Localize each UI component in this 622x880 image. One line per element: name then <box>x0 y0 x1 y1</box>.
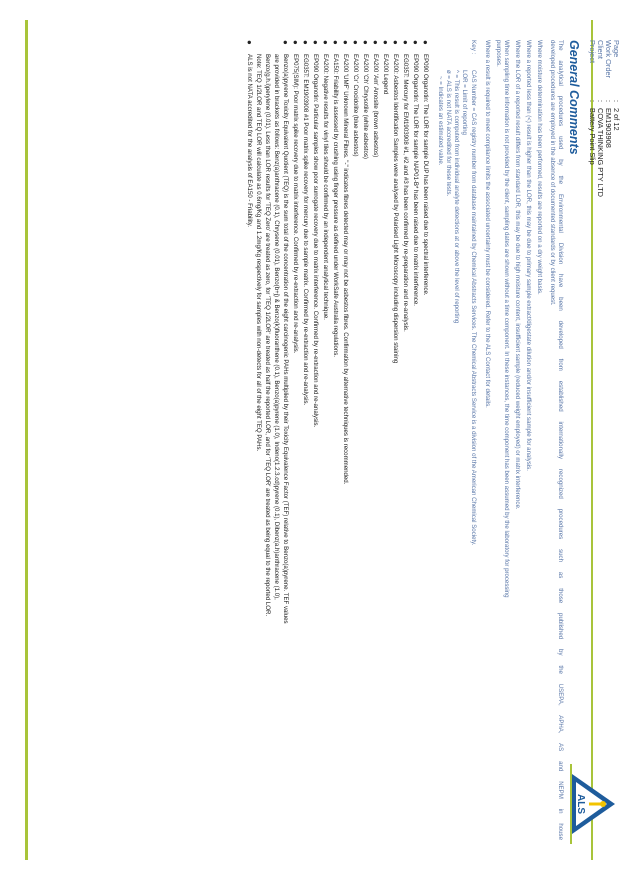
bullet-text: EA200 'Cr' Crocidolite (blue asbestos) <box>352 54 359 157</box>
bottom-rule <box>26 20 29 860</box>
key-item: ø = ALS is not NATA accredited for these tests. <box>445 70 452 197</box>
als-logo <box>566 744 616 864</box>
bullet-text: EA150: Friability is assessed by crushing using finger pressure as defined under WorkSafe Australia regulations. <box>332 54 339 358</box>
paragraph-line: developed procedures are employed in the absence of documented standards or by client request. <box>549 40 556 306</box>
bullet-text: EP075(SIM): Poor matrix spike recovery due to matrix interference. Confirmed by re-extraction and re-analysis. <box>292 54 299 354</box>
client-label: Client <box>596 40 605 59</box>
bullet-text: EG035T: Mercury for EM1903908 #1, #2 and #3 has been confirmed by re-preparation and re-analysis. <box>402 54 409 332</box>
bullet-text: EP090 Organotin: The LOR for sample DUP has been raised due to spectral interference. <box>422 54 429 296</box>
page-label: Page <box>612 40 621 58</box>
bullet-text: EP090 Organotin: Particular samples show poor surrogate recovery due to matrix interference. Confirmed by re-extraction and re-analysis. <box>312 54 319 428</box>
paragraph-line: Where moisture determination has been performed, results are reported on a dry weight basis. <box>536 40 543 295</box>
key-item: ^ = This result is computed from individual analyte detections at or above the level of reporting <box>453 70 460 324</box>
key-label: Key : <box>470 40 477 55</box>
bullet-text: EA200 'Ch' Chrysotile (white asbestos) <box>362 54 369 159</box>
rotated-content: Page : 2 of 12 Work Order : EM1903908 Client : COVA THINKING PTY LTD Project : Battery Point Slip ALS General Comments The analytical procedures used by the Environmental Division have been developed from established internationally recognized procedures such as those published by the USEPA, APHA, AS and NEPM in house developed procedures are employed in the absence of documented standards or by client request. Where moisture determination has been performed, results are reported on a dry weight basis. Where a reported less than (<) result is higher than the LOR, this may be due to primary sample extract/digestate dilution and/or insufficient sample for analysis. Where the LOR of a reported result differs from standard LOR, this may be due to high moisture content, insufficient sample (reduced weight employed) or matrix interference. When sampling time information is not provided by the client, sampling dates are shown without a time component. In these instances, the time component has been assumed by the laboratory for processing purposes. Where a result is required to meet compliance limits the associated uncertainty must be considered. Refer to the ALS Contact for details. Key : CAS Number = CAS registry number from database maintained by Chemical Abstracts Services. The Chemical Abstracts Service is a division of the American Chemical Society. LOR = Limit of reporting ^ = This result is computed from individual analyte detections at or above the level of reporting ø = ALS is not NATA accredited for these tests. ~ = Indicates an estimated value. ● EP090 Organotin: The LOR for sample DUP has been raised due to spectral interference. ● EP090 Organotin: The LOR for sample NAP01-B* has been raised due to matrix interference. ● EG035T: Mercury for EM1903908 #1, #2 and #3 has been confirmed by re-preparation and re-analysis. ● EA200: Asbestos Identification Samples were analysed by Polarised Light Microscopy including dispersion staining ● EA200 Legend ● EA200 'Am' Amosite (brown asbestos) ● EA200 'Ch' Chrysotile (white asbestos) ● EA200 'Cr' Crocidolite (blue asbestos) ● EA200 'UMF' Unknown Mineral Fibres. "-" indicates fibres detected may or may not be asbestos fibres. Confirmation by alternative techniques is recommended. ● EA150: Friability is assessed by crushing using finger pressure as defined under WorkSafe Australia regulations. ● EA200: Negative results for vinyl tiles should be confirmed by an independent analytical technique. ● EP090 Organotin: Particular samples show poor surrogate recovery due to matrix interference. Confirmed by re-extraction and re-analysis. ● EG035T: EM1903908 #1 Poor matrix spike recovery for mercury due to sample matrix. Confirmed by re-extraction and re-analysis. ● EP075(SIM): Poor matrix spike recovery due to matrix interference. Confirmed by re-extraction and re-analysis. ● Benzo(a)pyrene Toxicity Equivalent Quotient (TEQ) is the sum total of the concentration of the eight carcinogenic PAHs multiplied by their Toxicity Equivalence Factor (TEF) relative to Benzo(a)pyrene. TEF values are provided in brackets as follows: Benz(a)anthracene (0.1), Chrysene (0.01), Benzo(b+j) & Benzo(k)fluoranthene (0.1), Benzo(a)pyrene (1.0), Indeno(1.2.3.cd)pyrene (0.1), Dibenz(a.h)anthracene (1.0), Benzo(g.h.i)perylene (0.01). Less than LOR results for 'TEQ Zero' are treated as zero, for 'TEQ 1/2LOR' are treated as half the reported LOR, and for 'TEQ LOR' are treated as being equal to the reported LOR. Note: TEQ 1/2LOR and TEQ LOR will calculate as 0.6mg/Kg and 1.2mg/Kg respectively for samples with non-detects for all of the eight TEQ PAHs. ● ALS is not NATA accredited for the analysis of EA150 - Friability. <box>0 0 622 880</box>
project-label: Project <box>588 40 597 64</box>
section-title: General Comments <box>567 40 581 155</box>
bullet-text: EA200: Negative results for vinyl tiles should be confirmed by an independent analytical technique. <box>322 54 329 320</box>
paragraph-line: Where a reported less than (<) result is higher than the LOR, this may be due to primary sample extract/digestate dilution and/or insufficient sample for analysis. <box>525 40 532 471</box>
paragraph-procedures <box>548 40 564 840</box>
bullet-text: EP090 Organotin: The LOR for sample NAP01-B* has been raised due to matrix interference. <box>412 54 419 306</box>
page-value: 2 of 12 <box>612 108 621 131</box>
paragraph-less-than <box>524 40 532 471</box>
client-value: COVA THINKING PTY LTD <box>596 108 605 197</box>
bullet-text: Note: TEQ 1/2LOR and TEQ LOR will calculate as 0.6mg/Kg and 1.2mg/Kg respectively for samples with non-detects for all of the eight TEQ PAHs. <box>255 54 262 452</box>
bullet-text: ALS is not NATA accredited for the analysis of EA150 - Friability. <box>246 54 253 228</box>
project-value: Battery Point Slip <box>588 108 597 165</box>
paragraph-line: Where the LOR of a reported result differs from standard LOR, this may be due to high moisture content, insufficient sample (reduced weight employed) or matrix interference. <box>514 40 521 510</box>
paragraph-moisture <box>535 40 543 295</box>
paragraph-line: When sampling time information is not provided by the client, sampling dates are shown without a time component. In these instances, the time component has been assumed by the laboratory for processing <box>503 40 510 598</box>
key-item: LOR = Limit of reporting <box>461 70 468 135</box>
paragraph-lor <box>513 40 521 510</box>
work-order-label: Work Order <box>604 40 613 79</box>
paragraph-line: The analytical procedures used by the Environmental Division have been developed from established internationally recognized procedures such as those published by the USEPA, APHA, AS and NEPM in house <box>557 40 564 840</box>
logo-text: ALS <box>575 794 586 814</box>
work-order-value: EM1903908 <box>604 108 613 148</box>
bullet-text: EG035T: EM1903908 #1 Poor matrix spike recovery for mercury due to sample matrix. Confirmed by re-extraction and re-analysis. <box>302 54 309 406</box>
paragraph-sampling-time <box>494 40 510 598</box>
bullet-text: are provided in brackets as follows: Benz(a)anthracene (0.1), Chrysene (0.01), Benzo(b+j) & Benzo(k)fluoranthene (0.1), Benzo(a)pyrene (1.0), Indeno(1.2.3.cd)pyrene (0.1), Dibenz(a.h)anthracene (1.0), <box>273 54 280 600</box>
bullet-text: EA200 Legend <box>382 54 389 95</box>
paragraph-line: purposes. <box>495 40 502 67</box>
bullet-text: Benzo(a)pyrene Toxicity Equivalent Quotient (TEQ) is the sum total of the concentration of the eight carcinogenic PAHs multiplied by their Toxicity Equivalence Factor (TEF) relative to Benzo(a)pyrene. TEF values <box>282 54 289 624</box>
bullet-text: Benzo(g.h.i)perylene (0.01). Less than LOR results for 'TEQ Zero' are treated as zero, for 'TEQ 1/2LOR' are treated as half the reported LOR, and for 'TEQ LOR' are treated as being equal to the reported LOR. <box>264 54 271 617</box>
bullet-text: EA200 'Am' Amosite (brown asbestos) <box>372 54 379 158</box>
paragraph-compliance <box>483 40 491 408</box>
key-item: ~ = Indicates an estimated value. <box>437 76 444 166</box>
key-item: CAS Number = CAS registry number from database maintained by Chemical Abstracts Services. The Chemical Abstracts Service is a division of the American Chemical Society. <box>470 70 477 546</box>
als-logo-icon <box>566 744 616 864</box>
bullet-text: EA200: Asbestos Identification Samples were analysed by Polarised Light Microscopy including dispersion staining <box>392 54 399 364</box>
bullet-text: EA200 'UMF' Unknown Mineral Fibres. "-" indicates fibres detected may or may not be asbestos fibres. Confirmation by alternative techniques is recommended. <box>342 54 349 485</box>
paragraph-line: Where a result is required to meet compliance limits the associated uncertainty must be considered. Refer to the ALS Contact for details. <box>484 40 491 408</box>
